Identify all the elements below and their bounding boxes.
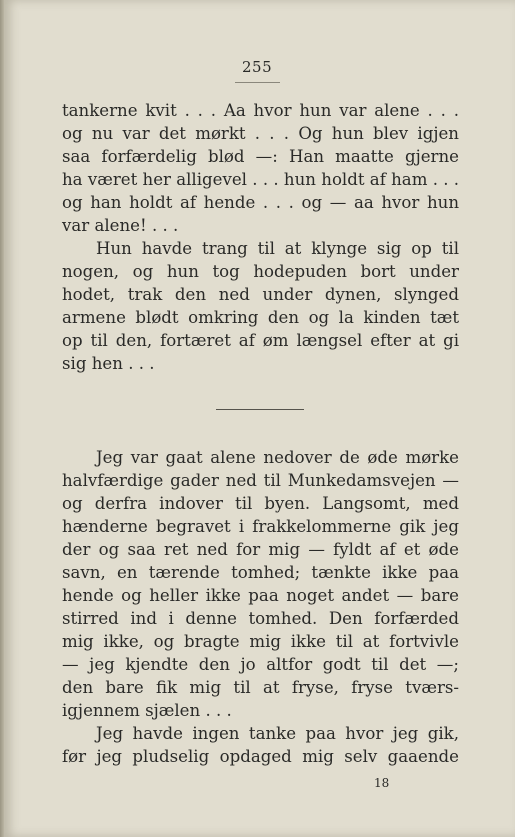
text-line: og nu var det mørkt . . . Og hun blev igjen [62, 124, 459, 143]
text-line: og derfra indover til byen. Langsomt, med [62, 494, 459, 513]
section-divider [216, 409, 304, 410]
text-line: Hun havde trang til at klynge sig op til [96, 239, 459, 258]
book-page [4, 0, 515, 837]
text-line: var alene! . . . [62, 216, 179, 235]
text-line: igjennem sjælen . . . [62, 701, 232, 720]
text-line: Jeg var gaat alene nedover de øde mørke [96, 448, 459, 467]
text-line: ha været her alligevel . . . hun holdt af ham . . . [62, 170, 460, 189]
text-line: der og saa ret ned for mig — fyldt af et øde [62, 540, 459, 559]
text-line: mig ikke, og bragte mig ikke til at fortvivle [62, 632, 459, 651]
header-rule [235, 82, 280, 83]
text-line: stirred ind i denne tomhed. Den forfærded [62, 609, 459, 628]
text-line: før jeg pludselig opdaged mig selv gaaende [62, 747, 459, 766]
text-line: hende og heller ikke paa noget andet — bare [62, 586, 459, 605]
text-line: tankerne kvit . . . Aa hvor hun var alene . . . [62, 101, 459, 120]
text-line: saa forfærdelig blød —: Han maatte gjerne [62, 147, 459, 166]
text-line: sig hen . . . [62, 354, 155, 373]
signature-mark: 18 [374, 776, 390, 790]
text-line: op til den, fortæret af øm længsel efter at gi [62, 331, 459, 350]
text-line: den bare fik mig til at fryse, fryse tværs- [62, 678, 459, 697]
page-number: 255 [242, 58, 273, 76]
text-line: hodet, trak den ned under dynen, slynged [62, 285, 459, 304]
text-line: og han holdt af hende . . . og — aa hvor hun [62, 193, 459, 212]
text-line: Jeg havde ingen tanke paa hvor jeg gik, [96, 724, 459, 743]
text-line: halvfærdige gader ned til Munkedamsvejen — [62, 471, 459, 490]
text-line: hænderne begravet i frakkelommerne gik jeg [62, 517, 459, 536]
text-line: armene blødt omkring den og la kinden tæt [62, 308, 459, 327]
text-line: nogen, og hun tog hodepuden bort under [62, 262, 459, 281]
text-line: savn, en tærende tomhed; tænkte ikke paa [62, 563, 459, 582]
text-line: — jeg kjendte den jo altfor godt til det —; [62, 655, 459, 674]
